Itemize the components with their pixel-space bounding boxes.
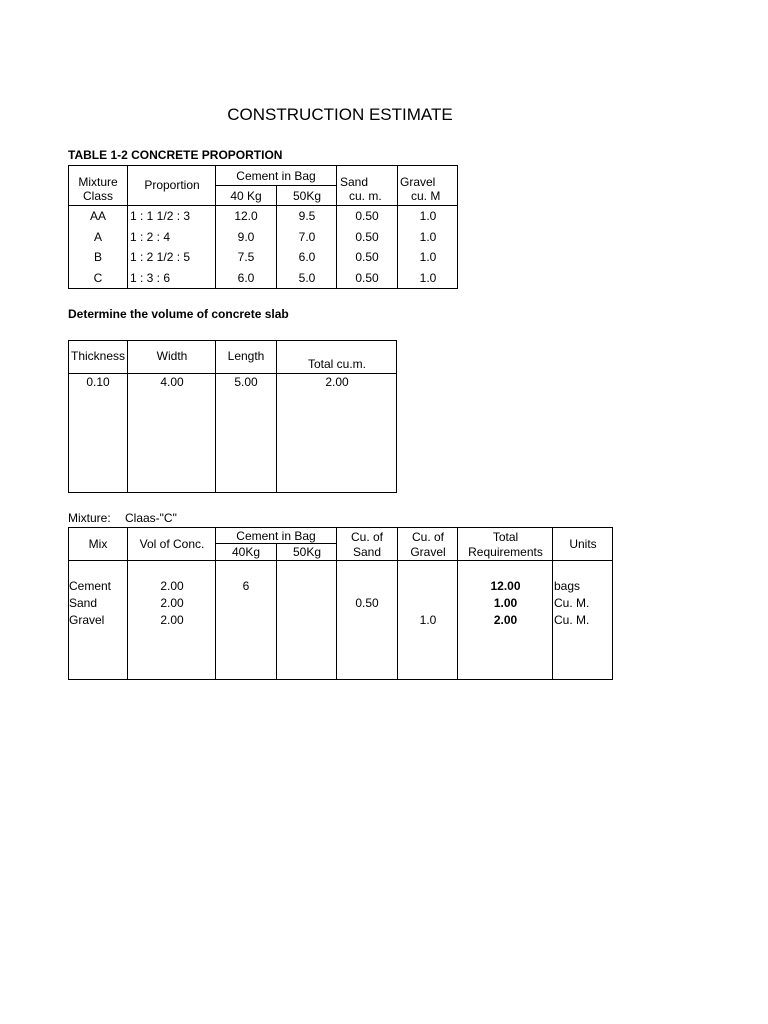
header-mix: Mix: [88, 537, 108, 551]
cell-total: 1.00: [493, 596, 518, 610]
cell-class: C: [93, 271, 103, 285]
cell-cement-50: 6.0: [298, 250, 316, 264]
cell-gravel: 1.0: [419, 230, 437, 244]
header-units: Units: [569, 537, 597, 551]
cell-class: B: [93, 250, 102, 264]
cell-gravel: 1.0: [419, 613, 437, 627]
table3-border-bottom: [68, 679, 613, 680]
table2-header-bottom: [68, 373, 397, 374]
cell-vol: 2.00: [160, 579, 184, 593]
table3-border-top: [68, 527, 613, 528]
header-gravel-line2: Gravel: [410, 545, 446, 559]
cell-cement-40: 6: [242, 579, 250, 593]
cell-cement-50: 7.0: [298, 230, 316, 244]
header-cement-in-bag: Cement in Bag: [236, 529, 316, 543]
cell-length: 5.00: [234, 375, 258, 389]
header-total-line2: Requirements: [468, 545, 543, 559]
cell-sand: 0.50: [355, 209, 379, 223]
header-proportion: Proportion: [144, 178, 200, 192]
cell-total: 2.00: [325, 375, 349, 389]
cell-cement-40: 9.0: [237, 230, 255, 244]
table1-title: TABLE 1-2 CONCRETE PROPORTION: [68, 148, 283, 162]
header-sand-line1: Cu. of: [350, 530, 383, 544]
cell-gravel: 1.0: [419, 271, 437, 285]
cell-class: A: [93, 230, 102, 244]
cell-cement-40: 12.0: [234, 209, 258, 223]
cell-proportion: 1 : 2 1/2 : 5: [130, 250, 191, 264]
header-mixture-line2: Class: [82, 189, 113, 203]
cell-sand: 0.50: [355, 250, 379, 264]
cell-units: Cu. M.: [554, 613, 590, 627]
header-length: Length: [227, 349, 265, 363]
cell-vol: 2.00: [160, 596, 184, 610]
cell-gravel: 1.0: [419, 250, 437, 264]
header-gravel-line1: Gravel: [400, 175, 436, 189]
cell-sand: 0.50: [355, 230, 379, 244]
cell-gravel: 1.0: [419, 209, 437, 223]
cell-proportion: 1 : 2 : 4: [130, 230, 171, 244]
header-thickness: Thickness: [70, 349, 126, 363]
header-gravel-line1: Cu. of: [411, 530, 444, 544]
cell-total: 2.00: [493, 613, 518, 627]
cell-thickness: 0.10: [86, 375, 110, 389]
header-cement-50kg: 50Kg: [292, 545, 322, 559]
cell-mix: Cement: [69, 579, 112, 593]
header-cement-50kg: 50Kg: [292, 189, 322, 203]
cell-cement-50: 5.0: [298, 271, 316, 285]
cell-vol: 2.00: [160, 613, 184, 627]
table3-header-bottom: [68, 560, 613, 561]
cell-sand: 0.50: [355, 596, 379, 610]
header-mixture-line1: Mixture: [78, 175, 118, 189]
table2-border-top: [68, 340, 397, 341]
cell-width: 4.00: [160, 375, 184, 389]
cell-mix: Sand: [69, 596, 98, 610]
cell-proportion: 1 : 1 1/2 : 3: [130, 209, 191, 223]
header-cement-in-bag: Cement in Bag: [236, 169, 316, 183]
cell-units: Cu. M.: [554, 596, 590, 610]
header-sand-line2: Sand: [352, 545, 382, 559]
document-title: CONSTRUCTION ESTIMATE: [227, 105, 453, 124]
table2-title: Determine the volume of concrete slab: [68, 307, 289, 321]
cell-total: 12.00: [490, 579, 521, 593]
cell-cement-40: 6.0: [237, 271, 255, 285]
cell-cement-40: 7.5: [237, 250, 255, 264]
mixture-label: Mixture:: [68, 511, 111, 525]
header-gravel-line2: cu. M: [411, 189, 441, 203]
header-total-cum: Total cu.m.: [307, 357, 367, 371]
mixture-value: Claas-"C": [125, 511, 177, 525]
header-width: Width: [156, 349, 188, 363]
cell-units: bags: [554, 579, 581, 593]
header-cement-40kg: 40Kg: [231, 545, 261, 559]
cell-sand: 0.50: [355, 271, 379, 285]
table2-border-bottom: [68, 492, 397, 493]
header-cement-40kg: 40 Kg: [230, 189, 262, 203]
header-sand-line1: Sand: [340, 175, 369, 189]
cell-proportion: 1 : 3 : 6: [130, 271, 171, 285]
cell-cement-50: 9.5: [298, 209, 316, 223]
header-sand-line2: cu. m.: [349, 189, 382, 203]
table3-col-line: [276, 543, 277, 680]
cell-mix: Gravel: [69, 613, 105, 627]
header-total-line1: Total: [492, 530, 519, 544]
header-vol-of-conc: Vol of Conc.: [139, 537, 205, 551]
cell-class: AA: [89, 209, 106, 223]
